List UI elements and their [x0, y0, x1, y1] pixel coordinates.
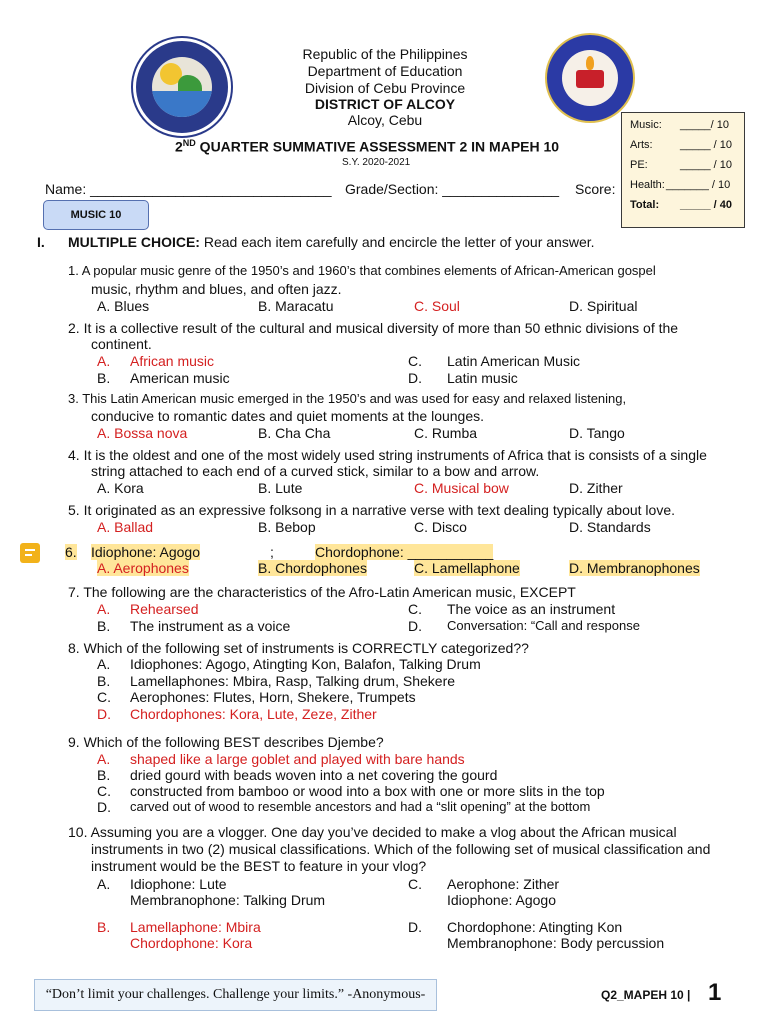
q10-option-b-line1[interactable]: Lamellaphone: Mbira — [130, 919, 261, 935]
q6-option-b[interactable]: B. Chordophones — [258, 560, 367, 576]
question-8-text: 8. Which of the following set of instruments is CORRECTLY categorized?? — [68, 640, 529, 656]
header-town: Alcoy, Cebu — [347, 112, 423, 128]
section-heading: MULTIPLE CHOICE: Read each item carefully and encircle the letter of your answer. — [68, 234, 595, 250]
question-2-text: 2. It is a collective result of the cultural and musical diversity of more than 50 ethnic divisions of the — [68, 320, 679, 336]
question-10-text: 10. Assuming you are a vlogger. One day you’ve decided to make a vlog about the African musical — [68, 824, 677, 840]
q9-option-a-letter: A. — [97, 751, 111, 767]
q7-option-b-letter: B. — [97, 618, 111, 634]
q3-option-b[interactable]: B. Cha Cha — [258, 425, 331, 441]
q10-option-c-letter: C. — [408, 876, 422, 892]
question-9-text: 9. Which of the following BEST describes Djembe? — [68, 734, 384, 750]
q9-option-d[interactable]: carved out of wood to resemble ancestors and had a “slit opening” at the bottom — [130, 799, 591, 814]
question-5-text: 5. It originated as an expressive folksong in a narrative verse with text dealing typically about love. — [68, 502, 675, 518]
q8-option-c-letter: C. — [97, 689, 111, 705]
q2-option-d-letter: D. — [408, 370, 422, 386]
question-6-separator: ; — [270, 544, 274, 560]
q10-option-c-line1[interactable]: Aerophone: Zither — [447, 876, 560, 892]
q2-option-c[interactable]: Latin American Music — [447, 353, 581, 369]
q10-option-b-letter: B. — [97, 919, 111, 935]
district-seal-logo — [545, 33, 635, 123]
q8-option-c[interactable]: Aerophones: Flutes, Horn, Shekere, Trumpets — [130, 689, 416, 705]
q8-option-b[interactable]: Lamellaphones: Mbira, Rasp, Talking drum, Shekere — [130, 673, 456, 689]
q9-option-d-letter: D. — [97, 799, 111, 815]
q9-option-a[interactable]: shaped like a large goblet and played with bare hands — [130, 751, 465, 767]
footer-code: Q2_MAPEH 10 | — [601, 988, 691, 1002]
q5-option-a[interactable]: A. Ballad — [97, 519, 154, 535]
q4-option-a[interactable]: A. Kora — [97, 480, 144, 496]
page-number: 1 — [708, 979, 722, 1006]
question-7-text: 7. The following are the characteristics of the Afro-Latin American music, EXCEPT — [68, 584, 576, 600]
section-number: I. — [37, 234, 45, 250]
q9-option-c[interactable]: constructed from bamboo or wood into a box with one or more slits in the top — [130, 783, 605, 799]
q4-option-d[interactable]: D. Zither — [569, 480, 623, 496]
school-year: S.Y. 2020-2021 — [342, 157, 411, 168]
question-1-text-cont: music, rhythm and blues, and often jazz. — [91, 281, 342, 297]
q10-option-b-line2[interactable]: Chordophone: Kora — [130, 935, 253, 951]
question-3-text: 3. This Latin American music emerged in the 1950’s and was used for easy and relaxed listening, — [68, 391, 627, 406]
q7-option-c-letter: C. — [408, 601, 422, 617]
question-4-text: 4. It is the oldest and one of the most widely used string instruments of Africa that is consists of a single — [68, 447, 707, 463]
q10-option-d-line1[interactable]: Chordophone: Atingting Kon — [447, 919, 623, 935]
q5-option-c[interactable]: C. Disco — [414, 519, 467, 535]
q7-option-d-letter: D. — [408, 618, 422, 634]
q4-option-b[interactable]: B. Lute — [258, 480, 303, 496]
name-field[interactable]: Name: _______________________________ — [45, 181, 332, 197]
header-division: Division of Cebu Province — [304, 80, 466, 96]
q8-option-a[interactable]: Idiophones: Agogo, Atingting Kon, Balafon, Talking Drum — [130, 656, 481, 672]
q9-option-c-letter: C. — [97, 783, 111, 799]
q2-option-a-letter: A. — [97, 353, 111, 369]
q7-option-a-letter: A. — [97, 601, 111, 617]
q5-option-d[interactable]: D. Standards — [569, 519, 651, 535]
q10-option-a-line2[interactable]: Membranophone: Talking Drum — [130, 892, 326, 908]
q3-option-a[interactable]: A. Bossa nova — [97, 425, 188, 441]
grade-section-field[interactable]: Grade/Section: _______________ — [345, 181, 560, 197]
score-row-pe: PE: _____ / 10 — [630, 159, 732, 171]
score-row-music: Music: _____/ 10 — [630, 119, 729, 131]
header-district: DISTRICT OF ALCOY — [314, 96, 456, 112]
q7-option-b[interactable]: The instrument as a voice — [130, 618, 291, 634]
q8-option-d[interactable]: Chordophones: Kora, Lute, Zeze, Zither — [130, 706, 377, 722]
q10-option-c-line2[interactable]: Idiophone: Agogo — [447, 892, 556, 908]
score-row-health: Health: _______ / 10 — [630, 179, 731, 191]
q2-option-d[interactable]: Latin music — [447, 370, 518, 386]
question-1-text: 1. A popular music genre of the 1950’s and 1960’s that combines elements of African-American gospel — [68, 263, 656, 278]
q10-option-d-line2[interactable]: Membranophone: Body percussion — [447, 935, 665, 951]
question-2-text-cont: continent. — [91, 336, 152, 352]
q1-option-b[interactable]: B. Maracatu — [258, 298, 334, 314]
q2-option-b[interactable]: American music — [130, 370, 230, 386]
page-title: 2ND QUARTER SUMMATIVE ASSESSMENT 2 IN MAPEH 10 — [175, 138, 560, 155]
comment-icon[interactable] — [20, 543, 40, 563]
question-10-text-cont2: instrument would be the BEST to feature in your vlog? — [91, 858, 427, 874]
q3-option-d[interactable]: D. Tango — [569, 425, 625, 441]
q7-option-d[interactable]: Conversation: “Call and response — [447, 618, 640, 633]
q1-option-c[interactable]: C. Soul — [414, 298, 460, 314]
q8-option-d-letter: D. — [97, 706, 111, 722]
header-republic: Republic of the Philippines — [302, 46, 468, 62]
score-field[interactable]: Score: — [575, 181, 616, 197]
q2-option-a[interactable]: African music — [130, 353, 215, 369]
q7-option-c[interactable]: The voice as an instrument — [447, 601, 616, 617]
division-seal-logo — [133, 38, 231, 136]
q3-option-c[interactable]: C. Rumba — [414, 425, 478, 441]
question-6-chordophone: Chordophone: ___________ — [315, 544, 494, 560]
q5-option-b[interactable]: B. Bebop — [258, 519, 316, 535]
question-4-text-cont: string attached to each end of a curved stick, similar to a bow and arrow. — [91, 463, 540, 479]
score-box — [621, 112, 745, 228]
question-10-text-cont: instruments in two (2) musical classifications. Which of the following set of musical classification and — [91, 841, 711, 857]
q6-option-d[interactable]: D. Membranophones — [569, 560, 700, 576]
q10-option-a-letter: A. — [97, 876, 111, 892]
q7-option-a[interactable]: Rehearsed — [130, 601, 199, 617]
music-10-tab: MUSIC 10 — [43, 200, 149, 230]
q1-option-a[interactable]: A. Blues — [97, 298, 150, 314]
q10-option-a-line1[interactable]: Idiophone: Lute — [130, 876, 227, 892]
q8-option-a-letter: A. — [97, 656, 111, 672]
quote-box: “Don’t limit your challenges. Challenge your limits.” -Anonymous- — [34, 979, 437, 1011]
q10-option-d-letter: D. — [408, 919, 422, 935]
q4-option-c[interactable]: C. Musical bow — [414, 480, 509, 496]
score-row-total: Total: _____ / 40 — [630, 199, 732, 211]
q6-option-c[interactable]: C. Lamellaphone — [414, 560, 520, 576]
question-3-text-cont: conducive to romantic dates and quiet moments at the lounges. — [91, 408, 485, 424]
q9-option-b[interactable]: dried gourd with beads woven into a net covering the gourd — [130, 767, 498, 783]
score-row-arts: Arts: _____ / 10 — [630, 139, 732, 151]
question-6-idiophone: Idiophone: Agogo — [91, 544, 200, 560]
q8-option-b-letter: B. — [97, 673, 111, 689]
q1-option-d[interactable]: D. Spiritual — [569, 298, 638, 314]
q6-option-a[interactable]: A. Aerophones — [97, 560, 189, 576]
header-deped: Department of Education — [307, 63, 463, 79]
question-6-number: 6. — [65, 544, 77, 560]
q9-option-b-letter: B. — [97, 767, 111, 783]
q2-option-b-letter: B. — [97, 370, 111, 386]
q2-option-c-letter: C. — [408, 353, 422, 369]
